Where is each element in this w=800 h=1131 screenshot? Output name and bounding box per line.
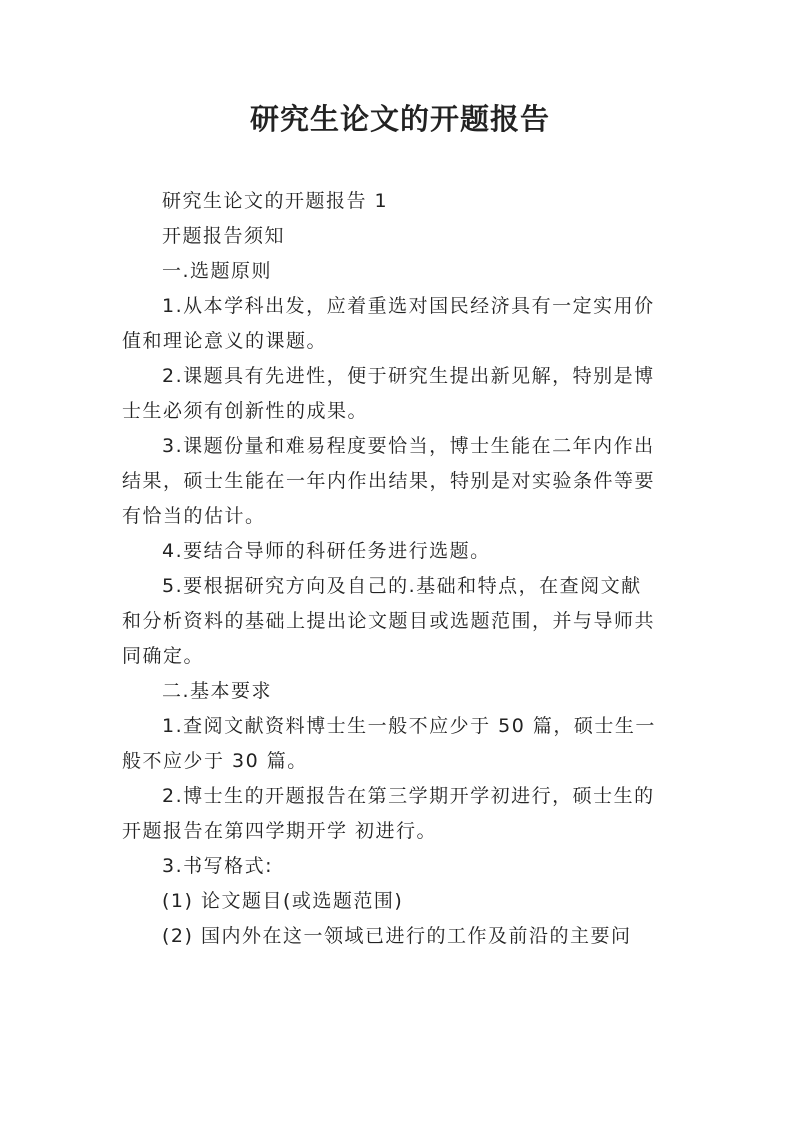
paragraph-line: 4.要结合导师的科研任务进行选题。 xyxy=(162,540,491,562)
paragraph-line: 1.查阅文献资料博士生一般不应少于 50 篇，硕士生一 xyxy=(162,715,656,737)
section-heading: 开题报告须知 xyxy=(162,225,286,247)
paragraph-line: 开题报告在第四学期开学 初进行。 xyxy=(122,820,438,842)
document-body xyxy=(122,184,680,954)
paragraph-line: 3.课题份量和难易程度要恰当，博士生能在二年内作出 xyxy=(162,435,655,457)
paragraph-line: 有恰当的估计。 xyxy=(122,505,266,527)
paragraph-line: 结果，硕士生能在一年内作出结果，特别是对实验条件等要 xyxy=(122,470,656,492)
paragraph-line: (2) 国内外在这一领域已进行的工作及前沿的主要问 xyxy=(162,925,632,947)
document-title: 研究生论文的开题报告 xyxy=(249,102,550,136)
paragraph-line: 2.课题具有先进性，便于研究生提出新见解，特别是博 xyxy=(162,365,655,387)
paragraph-line: 同确定。 xyxy=(122,645,205,667)
section-heading: 一.选题原则 xyxy=(162,260,273,282)
paragraph-line: 5.要根据研究方向及自己的.基础和特点，在查阅文献 xyxy=(162,575,642,597)
paragraph-line: (1) 论文题目(或选题范围) xyxy=(162,890,404,912)
paragraph-line: 3.书写格式: xyxy=(162,855,274,877)
subtitle-line: 研究生论文的开题报告 1 xyxy=(162,190,389,212)
paragraph-line: 1.从本学科出发，应着重选对国民经济具有一定实用价 xyxy=(162,295,655,317)
paragraph-line: 和分析资料的基础上提出论文题目或选题范围，并与导师共 xyxy=(122,610,656,632)
section-heading: 二.基本要求 xyxy=(162,680,273,702)
paragraph-line: 值和理论意义的课题。 xyxy=(122,330,328,352)
paragraph-line: 般不应少于 30 篇。 xyxy=(122,750,308,772)
paragraph-line: 士生必须有创新性的成果。 xyxy=(122,400,369,422)
paragraph-line: 2.博士生的开题报告在第三学期开学初进行，硕士生的 xyxy=(162,785,655,807)
